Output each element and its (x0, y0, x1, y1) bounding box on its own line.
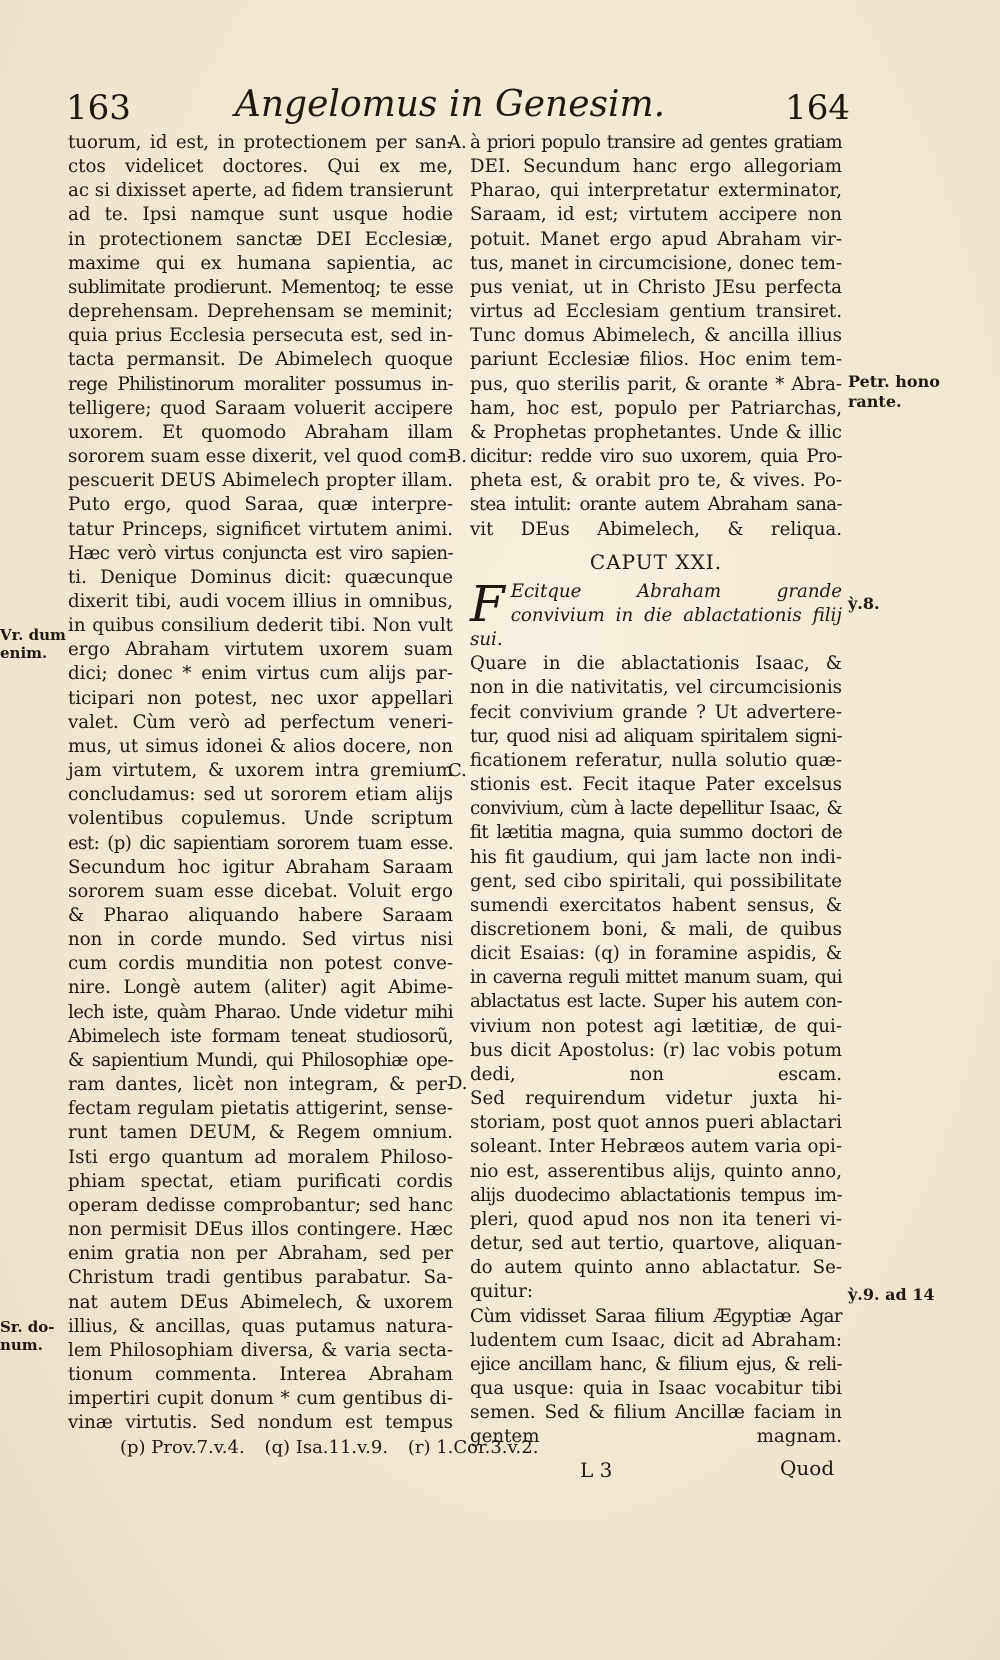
text-line: telligere; quod Saraam voluerit accipere (68, 397, 453, 419)
text-line: ablactatus est lacte. Super his autem con- (470, 991, 842, 1013)
text-line: in protectionem sanctæ DEI Ecclesiæ, (68, 228, 453, 250)
text-line: sublimitate prodierunt. Mementoq; te esse (68, 276, 453, 298)
margin-note-right-1 (848, 372, 940, 412)
text-line: Secundum hoc igitur Abraham Saraam (68, 856, 453, 878)
text-line: storiam, post quot annos pueri ablactari (470, 1112, 842, 1134)
text-line: jam virtutem, & uxorem intra gremium (68, 760, 453, 782)
text-line: pus veniat, ut in Christo JEsu perfecta (470, 276, 842, 298)
text-line: vinæ virtutis. Sed nondum est tempus (68, 1412, 453, 1434)
text-line: ludentem cum Isaac, dicit ad Abraham: (470, 1329, 842, 1351)
text-line: Saraam, id est; virtutem accipere non (470, 204, 842, 226)
margin-note-right-3: ỳ.9. ad 14 (848, 1285, 935, 1304)
text-line: tatur Princeps, significet virtutem animi. (68, 518, 453, 540)
margin-note-line: Vr. dum (0, 626, 66, 644)
text-line: cum cordis munditia non potest conve- (68, 953, 453, 975)
text-line: pheta est, & orabit pro te, & vives. Po- (470, 470, 842, 492)
text-line: alijs duodecimo ablactationis tempus im- (470, 1184, 842, 1206)
catchword: Quod (780, 1456, 835, 1480)
text-line: quitur: (470, 1281, 534, 1303)
margin-note-left-2 (0, 1318, 55, 1354)
text-line: operam dedisse comprobantur; sed hanc (68, 1194, 453, 1216)
text-line: detur, sed aut tertio, quartove, aliquan- (470, 1233, 842, 1255)
text-line: ram dantes, licèt non integram, & per- (68, 1074, 453, 1096)
section-marker-d: D. (448, 1073, 468, 1094)
footnote-p: (p) Prov.7.v.4. (120, 1437, 245, 1458)
text-line: à priori populo transire ad gentes gratiam (470, 132, 842, 153)
text-line: pus, quo sterilis parit, & orante * Abra- (470, 373, 842, 395)
right-column-body-text (470, 652, 842, 1449)
text-line: non in corde mundo. Sed virtus nisi (68, 929, 453, 951)
right-column (470, 131, 842, 1449)
text-line: tus, manet in circumcisione, donec tem- (470, 252, 842, 274)
text-line: stea intulit: orante autem Abraham sana- (470, 494, 842, 516)
text-line: dicit Esaias: (q) in foramine aspidis, & (470, 943, 842, 965)
text-line: stionis est. Fecit itaque Pater excelsus (470, 774, 842, 796)
text-line: ad te. Ipsi namque sunt usque hodie (68, 204, 453, 226)
text-line: rege Philistinorum moraliter possumus in- (68, 373, 453, 395)
text-line: tuorum, id est, in protectionem per san- (68, 132, 453, 153)
text-line: & sapientium Mundi, qui Philosophiæ ope- (68, 1049, 453, 1071)
text-line: virtus ad Ecclesiam gentium transiret. (470, 301, 842, 323)
text-line: impertiri cupit donum * cum gentibus di- (68, 1388, 453, 1410)
text-line: bus dicit Apostolus: (r) lac vobis potum (470, 1039, 842, 1061)
text-line: tacta permansit. De Abimelech quoque (68, 349, 453, 371)
text-line: ac si dixisset aperte, ad fidem transierunt (68, 180, 454, 202)
text-line: volentibus copulemus. Unde scriptum (68, 808, 453, 830)
text-line: convivium, cùm à lacte depellitur Isaac, & (470, 798, 842, 820)
text-line: Pharao, qui interpretatur exterminator, (470, 180, 842, 202)
text-line: maxime qui ex humana sapientia, ac (68, 252, 453, 274)
text-line: do autem quinto anno ablactatur. Se- (470, 1257, 842, 1279)
text-line: his fit gaudium, qui jam lacte non indi- (470, 846, 842, 868)
margin-note-line: rante. (848, 392, 902, 411)
text-line: & Prophetas prophetantes. Unde & illic (470, 421, 842, 443)
text-line: ti. Denique Dominus dicit: quæcunque (68, 566, 453, 588)
margin-note-line: Sr. do- (0, 1318, 55, 1336)
text-line: illius, & ancillas, quas putamus natura- (68, 1315, 453, 1337)
text-line: qua usque: quia in Isaac vocabitur tibi (470, 1377, 842, 1399)
text-line: Hæc verò virtus conjuncta est viro sapien- (68, 542, 453, 564)
drop-capital: F (470, 574, 505, 633)
text-line: fit lætitia magna, quia summo doctori de (470, 822, 842, 844)
text-line: dici; donec * enim virtus cum alijs par- (68, 663, 453, 685)
text-line: ficationem referatur, nulla solutio quæ- (470, 749, 842, 771)
running-head: Angelomus in Genesim. (234, 84, 666, 125)
text-line: deprehensam. Deprehensam se meminit; (68, 301, 453, 323)
text-line: dedi, non escam. (470, 1063, 842, 1085)
footnote-r: (r) 1.Cor.3.v.2. (407, 1437, 539, 1458)
text-line: quia prius Ecclesia persecuta est, sed in- (68, 325, 453, 347)
text-line: tionum commenta. Interea Abraham (68, 1363, 453, 1385)
text-line: Cùm vidisset Saraa filium Ægyptiæ Agar (470, 1305, 842, 1327)
text-line: dixerit tibi, audi vocem illius in omnibus, (68, 590, 453, 612)
verse-heading (470, 574, 842, 652)
left-column (68, 131, 453, 1435)
text-line: Quare in die ablactationis Isaac, & (470, 653, 842, 675)
text-line: pescuerit DEUS Abimelech propter illam. (68, 470, 453, 492)
text-line: in caverna reguli mittet manum suam, qui (470, 967, 842, 989)
text-line: phiam spectat, etiam purificati cordis (68, 1170, 453, 1192)
text-line: lem Philosophiam diversa, & varia secta- (68, 1339, 453, 1361)
text-line: valet. Cùm verò ad perfectum veneri- (68, 711, 453, 733)
text-line: Isti ergo quantum ad moralem Philoso- (68, 1146, 453, 1168)
right-column-top-text (470, 131, 842, 542)
signature-mark: L 3 (580, 1458, 613, 1482)
text-line: dicitur: redde viro suo uxorem, quia Pro- (470, 446, 842, 468)
text-line: ctos videlicet doctores. Qui ex me, (68, 156, 453, 178)
text-line: mus, ut simus idonei & alios docere, non (68, 735, 453, 757)
text-line: Tunc domus Abimelech, & ancilla illius (470, 325, 842, 347)
text-line: non permisit DEus illos contingere. Hæc (68, 1219, 453, 1241)
text-line: gent, sed cibo spiritali, qui possibilitate (470, 870, 842, 892)
text-line: enim gratia non per Abraham, sed per (68, 1243, 453, 1265)
margin-note-line: num. (0, 1336, 43, 1354)
text-line: Abimelech iste formam teneat studiosorũ, (68, 1025, 453, 1047)
margin-note-left-1 (0, 626, 66, 662)
text-line: runt tamen DEUM, & Regem omnium. (68, 1122, 453, 1144)
text-line: in quibus consilium dederit tibi. Non vult (68, 615, 453, 637)
text-line: tur, quod nisi ad aliquam spiritalem signi- (470, 725, 842, 747)
text-line: est: (p) dic sapientiam sororem tuam esse. (68, 832, 453, 854)
text-line: vivium non potest agi lætitiæ, de qui- (470, 1015, 842, 1037)
text-line: Christum tradi gentibus parabatur. Sa- (68, 1267, 453, 1289)
text-line: nire. Longè autem (aliter) agit Abime- (68, 977, 453, 999)
text-line: nat autem DEus Abimelech, & uxorem (68, 1291, 453, 1313)
text-line: fectam regulam pietatis attigerint, sense- (68, 1098, 453, 1120)
page-number-right: 164 (785, 88, 850, 128)
section-marker-c: C. (448, 760, 467, 781)
text-line: DEI. Secundum hanc ergo allegoriam (470, 156, 842, 178)
text-line: sumendi exercitatos habent sensus, & (470, 894, 842, 916)
text-line: gentem magnam. (470, 1426, 842, 1448)
text-line: uxorem. Et quomodo Abraham illam (68, 421, 453, 443)
text-line: sororem suam esse dicebat. Voluit ergo (68, 880, 453, 902)
text-line: discretionem boni, & mali, de quibus (470, 919, 842, 940)
text-line: potuit. Manet ergo apud Abraham vir- (470, 228, 842, 250)
section-marker-a: A. (448, 132, 467, 153)
margin-note-line: enim. (0, 644, 48, 662)
footnote-q: (q) Isa.11.v.9. (264, 1437, 389, 1458)
text-line: ejice ancillam hanc, & filium ejus, & reli- (470, 1353, 842, 1375)
section-marker-b: B. (448, 446, 467, 467)
text-line: pariunt Ecclesiæ filios. Hoc enim tem- (470, 349, 842, 371)
footnotes (120, 1437, 552, 1458)
chapter-heading: CAPUT XXI. (589, 549, 723, 574)
text-line: soleant. Inter Hebræos autem varia opi- (470, 1136, 842, 1158)
page-number-left: 163 (66, 88, 131, 128)
verse-heading-text: Ecitque Abraham grande convivium in die ablactationis filij sui. (470, 580, 842, 651)
text-line: & Pharao aliquando habere Saraam (68, 905, 453, 926)
text-line: lech iste, quàm Pharao. Unde videtur mihi (68, 1001, 453, 1023)
margin-note-right-2: ỳ.8. (848, 594, 880, 613)
text-line: sororem suam esse dixerit, vel quod com- (68, 446, 453, 468)
text-line: ham, hoc est, populo per Patriarchas, (470, 397, 842, 419)
text-line: vit DEus Abimelech, & reliqua. (470, 518, 842, 540)
text-line: Puto ergo, quod Saraa, quæ interpre- (68, 494, 453, 516)
text-line: fecit convivium grande ? Ut advertere- (470, 701, 842, 723)
text-line: Sed requirendum videtur juxta hi- (470, 1088, 842, 1110)
text-line: pleri, quod apud nos non ita teneri vi- (470, 1208, 842, 1230)
text-line: ergo Abraham virtutem uxorem suam (68, 639, 453, 661)
text-line: ticipari non potest, nec uxor appellari (68, 687, 453, 709)
text-line: semen. Sed & filium Ancillæ faciam in (470, 1402, 842, 1424)
margin-note-line: Petr. hono (848, 372, 940, 391)
text-line: nio est, asserentibus alijs, quinto anno, (470, 1160, 842, 1182)
text-line: non in die nativitatis, vel circumcisionis (470, 677, 842, 699)
text-line: concludamus: sed ut sororem etiam alijs (68, 784, 453, 806)
